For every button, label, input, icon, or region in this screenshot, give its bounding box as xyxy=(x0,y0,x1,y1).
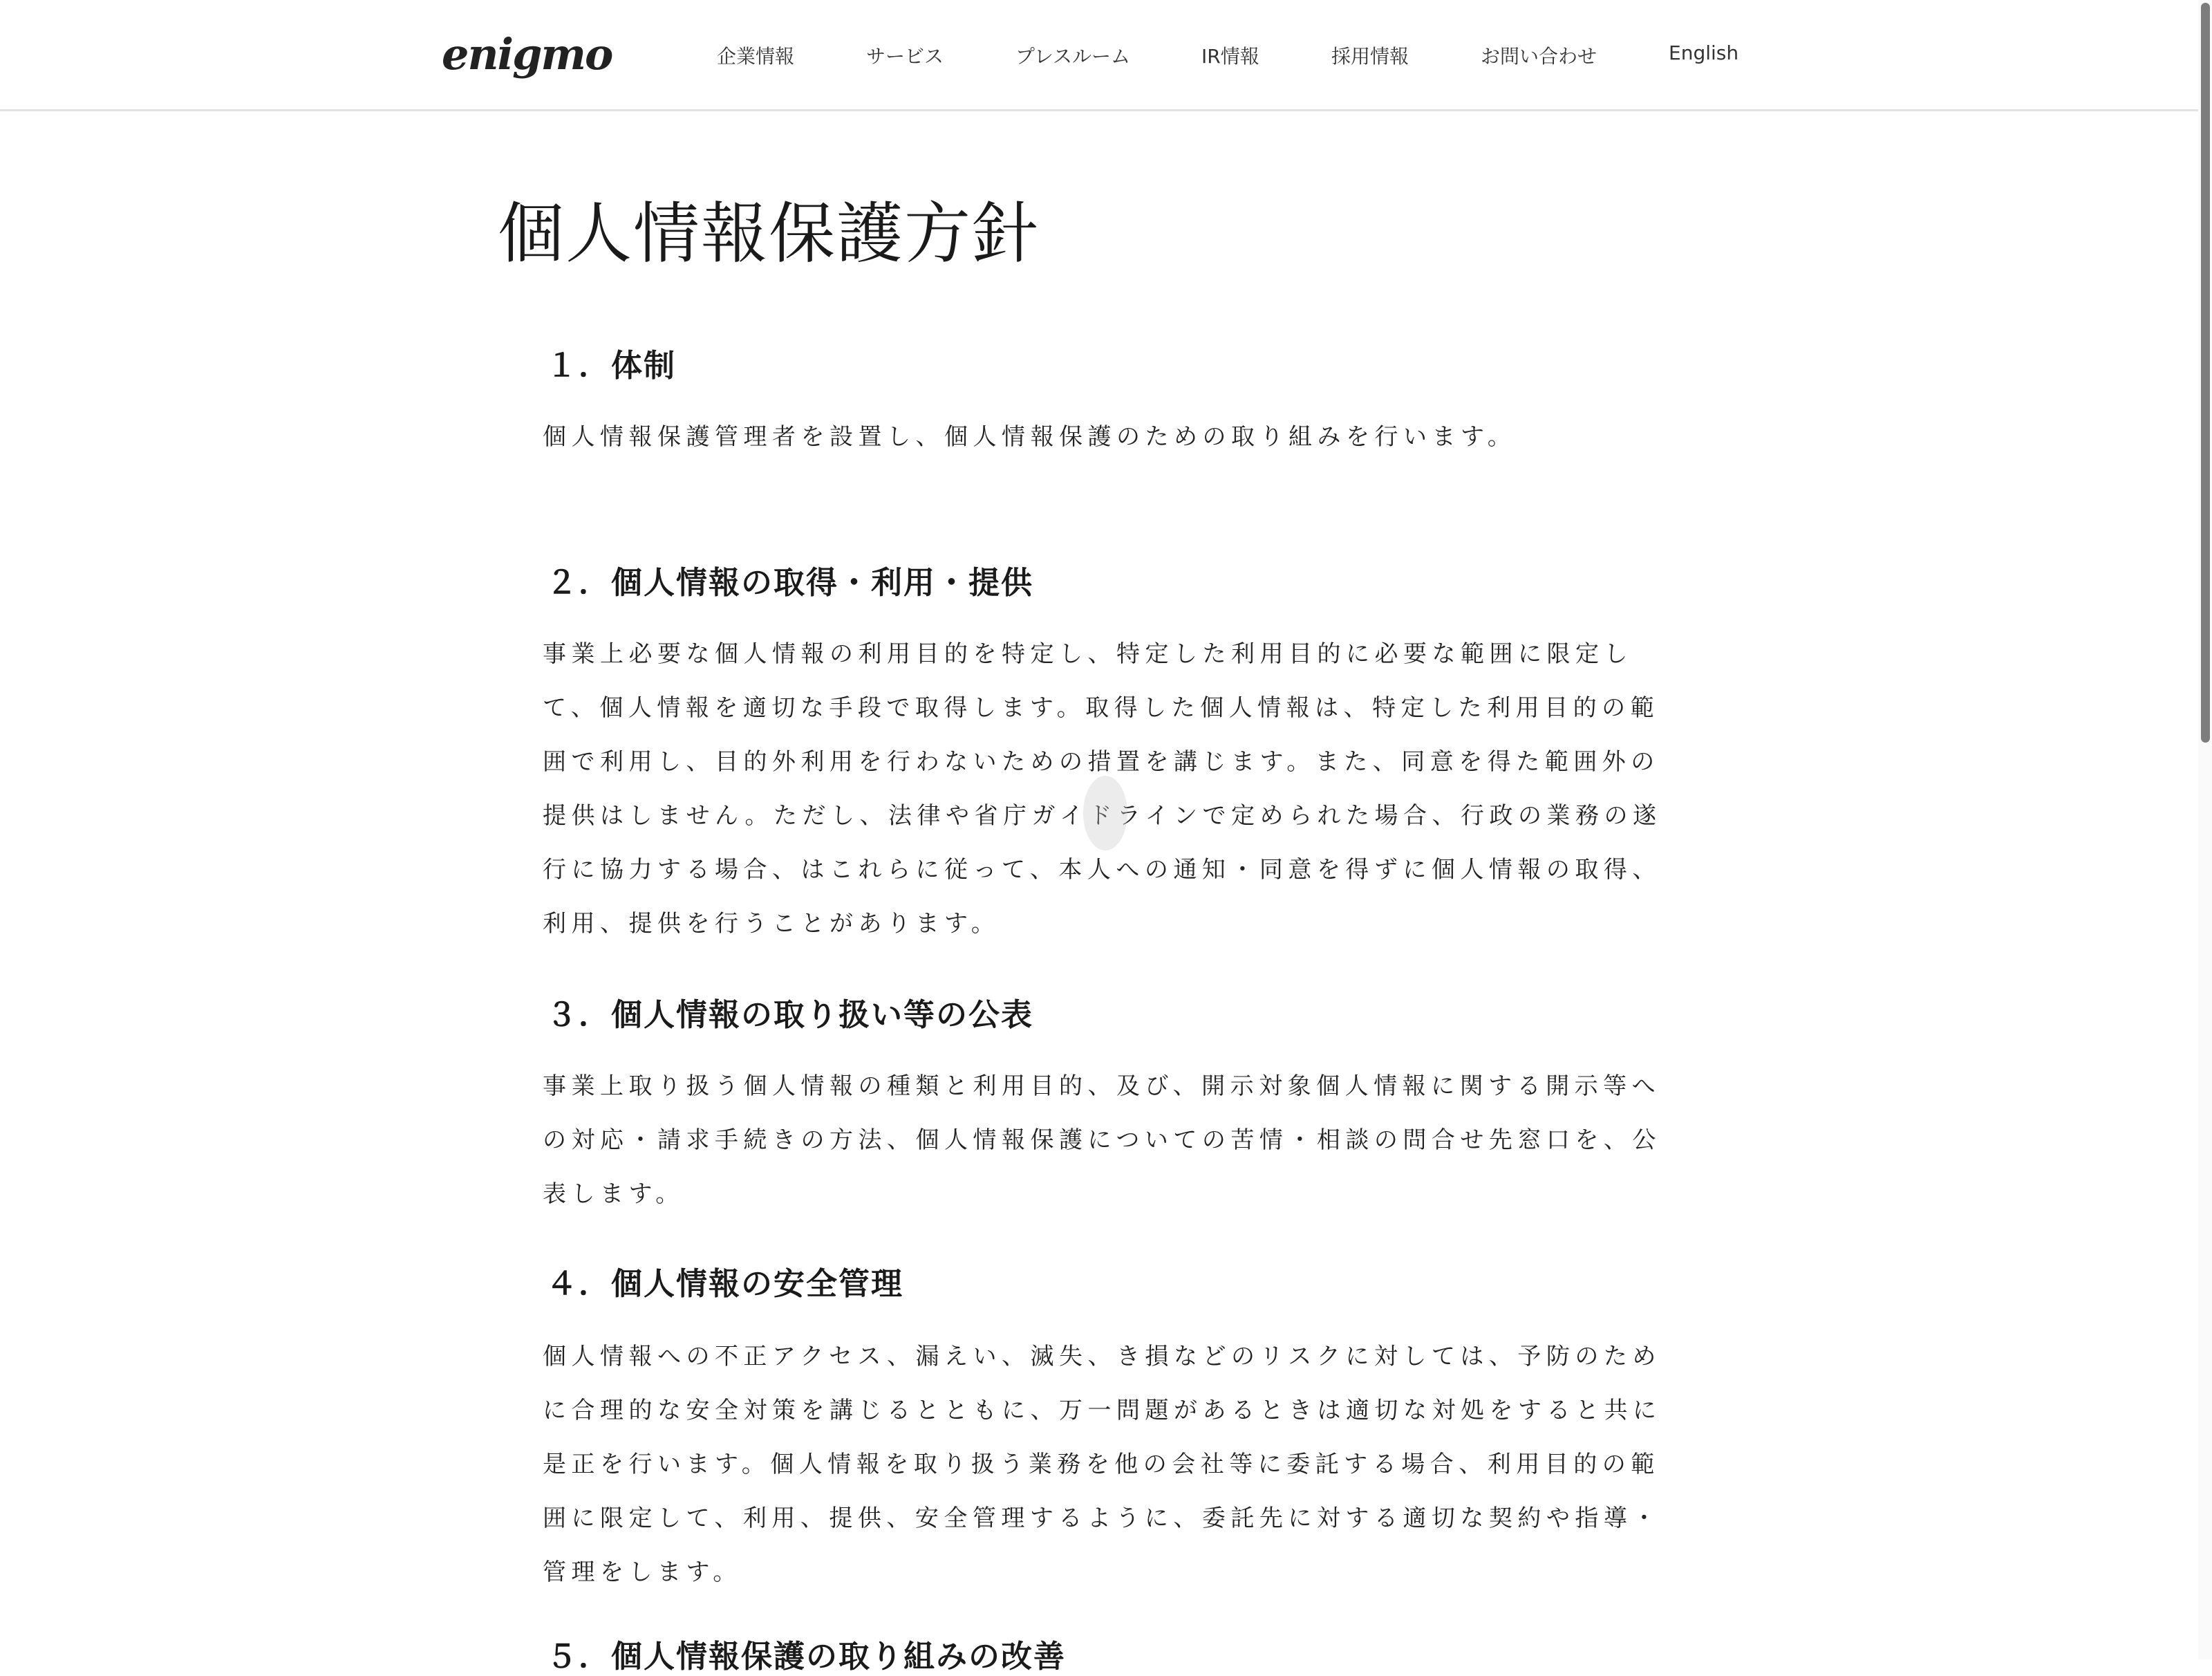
section-body: 事業上必要な個人情報の利用目的を特定し、特定した利用目的に必要な範囲に限定して、個人情報を適切な手段で取得します。取得した個人情報は、特定した利用目的の範囲で利用し、目的外利用を行わないための措置を講じます。また、同意を得た範囲外の提供はしません。ただし、法律や省庁ガイドラインで定められた場合、行政の業務の遂行に協力する場合、はこれらに従って、本人への通知・同意を得ずに個人情報の取得、利用、提供を行うことがあります。 xyxy=(543,640,1662,938)
nav-contact[interactable]: お問い合わせ xyxy=(1481,45,1597,68)
nav-english[interactable]: English xyxy=(1669,41,1739,64)
scrollbar[interactable] xyxy=(2198,0,2212,1659)
section-heading: １．体制 xyxy=(546,347,677,384)
section-heading: ３．個人情報の取り扱い等の公表 xyxy=(546,996,1034,1033)
nav-press-room[interactable]: プレスルーム xyxy=(1015,45,1131,68)
section-heading: ５．個人情報保護の取り組みの改善 xyxy=(546,1638,1067,1675)
page-title: 個人情報保護方針 xyxy=(498,195,1040,272)
nav-recruit[interactable]: 採用情報 xyxy=(1331,45,1409,68)
scrollbar-thumb[interactable] xyxy=(2201,3,2210,743)
nav-company-info[interactable]: 企業情報 xyxy=(717,45,795,68)
section-body: 個人情報への不正アクセス、漏えい、滅失、き損などのリスクに対しては、予防のために合理的な安全対策を講じるとともに、万一問題があるときは適切な対処をすると共に是正を行います。個人情報を取り扱う業務を他の会社等に委託する場合、利用目的の範囲に限定して、利用、提供、安全管理するように、委託先に対する適切な契約や指導・管理をします。 xyxy=(543,1343,1662,1586)
enigmo-logo[interactable]: enigmo xyxy=(442,29,612,80)
nav-ir-info[interactable]: IR情報 xyxy=(1201,45,1259,68)
site-header xyxy=(0,0,2198,111)
nav-services[interactable]: サービス xyxy=(866,45,944,68)
section-heading: ２．個人情報の取得・利用・提供 xyxy=(546,564,1034,601)
loading-indicator xyxy=(1083,776,1127,850)
section-body: 個人情報保護管理者を設置し、個人情報保護のための取り組みを行います。 xyxy=(543,423,1517,451)
section-heading: ４．個人情報の安全管理 xyxy=(546,1265,904,1302)
section-body: 事業上取り扱う個人情報の種類と利用目的、及び、開示対象個人情報に関する開示等への対応・請求手続きの方法、個人情報保護についての苦情・相談の問合せ先窓口を、公表します。 xyxy=(543,1072,1661,1208)
